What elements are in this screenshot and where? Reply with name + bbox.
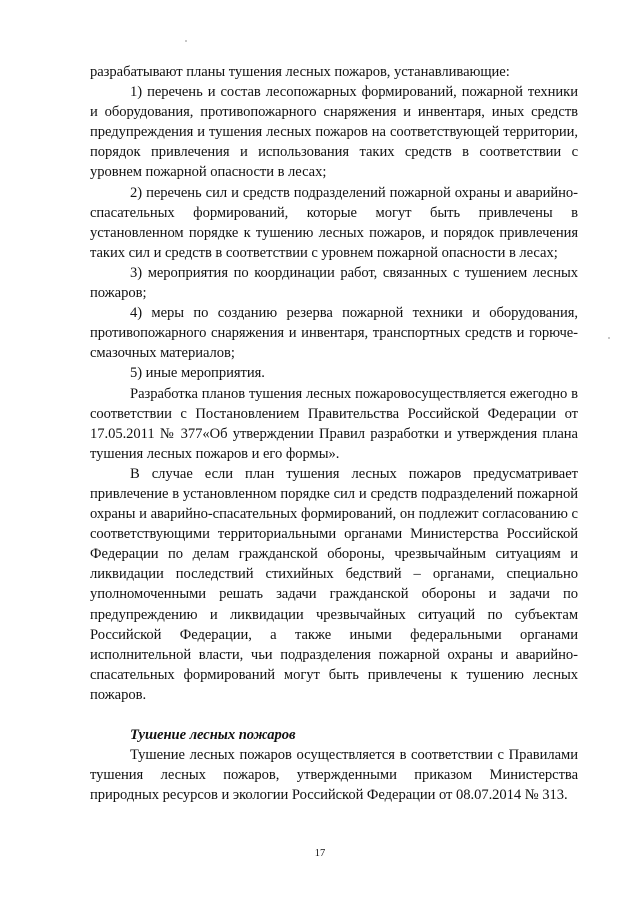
paragraph-plan-development: Разработка планов тушения лесных пожаровосуществляется ежегодно в соответствии с Постановлением Правительства Российской Федерации от 17.05.2011 № 377«Об утверждении Правил разработки и утверждения плана тушения лесных пожаров и его формы». [90,385,578,462]
scan-speck [608,337,610,339]
document-body [90,62,578,805]
section-gap [90,705,578,725]
intro-line: разрабатывают планы тушения лесных пожаров, устанавливающие: [90,64,510,80]
scan-speck [185,40,187,42]
list-item-1: 1) перечень и состав лесопожарных формирований, пожарной техники и оборудования, противопожарного снаряжения и инвентаря, иных средств предупреждения и тушения лесных пожаров на соответствующей территории, порядок привлечения и использования таких средств в соответствии с уровнем пожарной опасности в лесах; [90,84,578,181]
section-title: Тушение лесных пожаров [130,727,296,743]
list-item-5: 5) иные мероприятия. [130,365,265,382]
page-number: 17 [314,848,326,859]
list-item-2: 2) перечень сил и средств подразделений пожарной охраны и аварийно-спасательных формирований, которые могут быть привлечены в установленном порядке к тушению лесных пожаров, и порядок привлечения таких сил и средств в соответствии с уровнем пожарной опасности в лесах; [90,184,578,261]
paragraph-plan-approval: В случае если план тушения лесных пожаров предусматривает привлечение в установленном порядке сил и средств подразделений пожарной охраны и аварийно-спасательных формирований, он подлежит согласованию с соответствующими территориальными органами Министерства Российской Федерации по делам гражданской обороны, чрезвычайным ситуациям и ликвидации последствий стихийных бедствий – органами, специально уполномоченными решать задачи гражданской обороны и задачи по предупреждению и ликвидации чрезвычайных ситуаций по субъектам Российской Федерации, а также иными федеральными органами исполнительной власти, чьи подразделения пожарной охраны и аварийно-спасательных формирований могут быть привлечены к тушению лесных пожаров. [90,465,578,703]
list-item-4: 4) меры по созданию резерва пожарной техники и оборудования, противопожарного снаряжения и инвентаря, транспортных средств и горюче-смазочных материалов; [90,305,578,362]
section-paragraph: Тушение лесных пожаров осуществляется в соответствии с Правилами тушения лесных пожаров, утвержденными приказом Министерства природных ресурсов и экологии Российской Федерации от 08.07.2014 № 313. [90,747,578,804]
list-item-3: 3) мероприятия по координации работ, связанных с тушением лесных пожаров; [90,264,578,302]
